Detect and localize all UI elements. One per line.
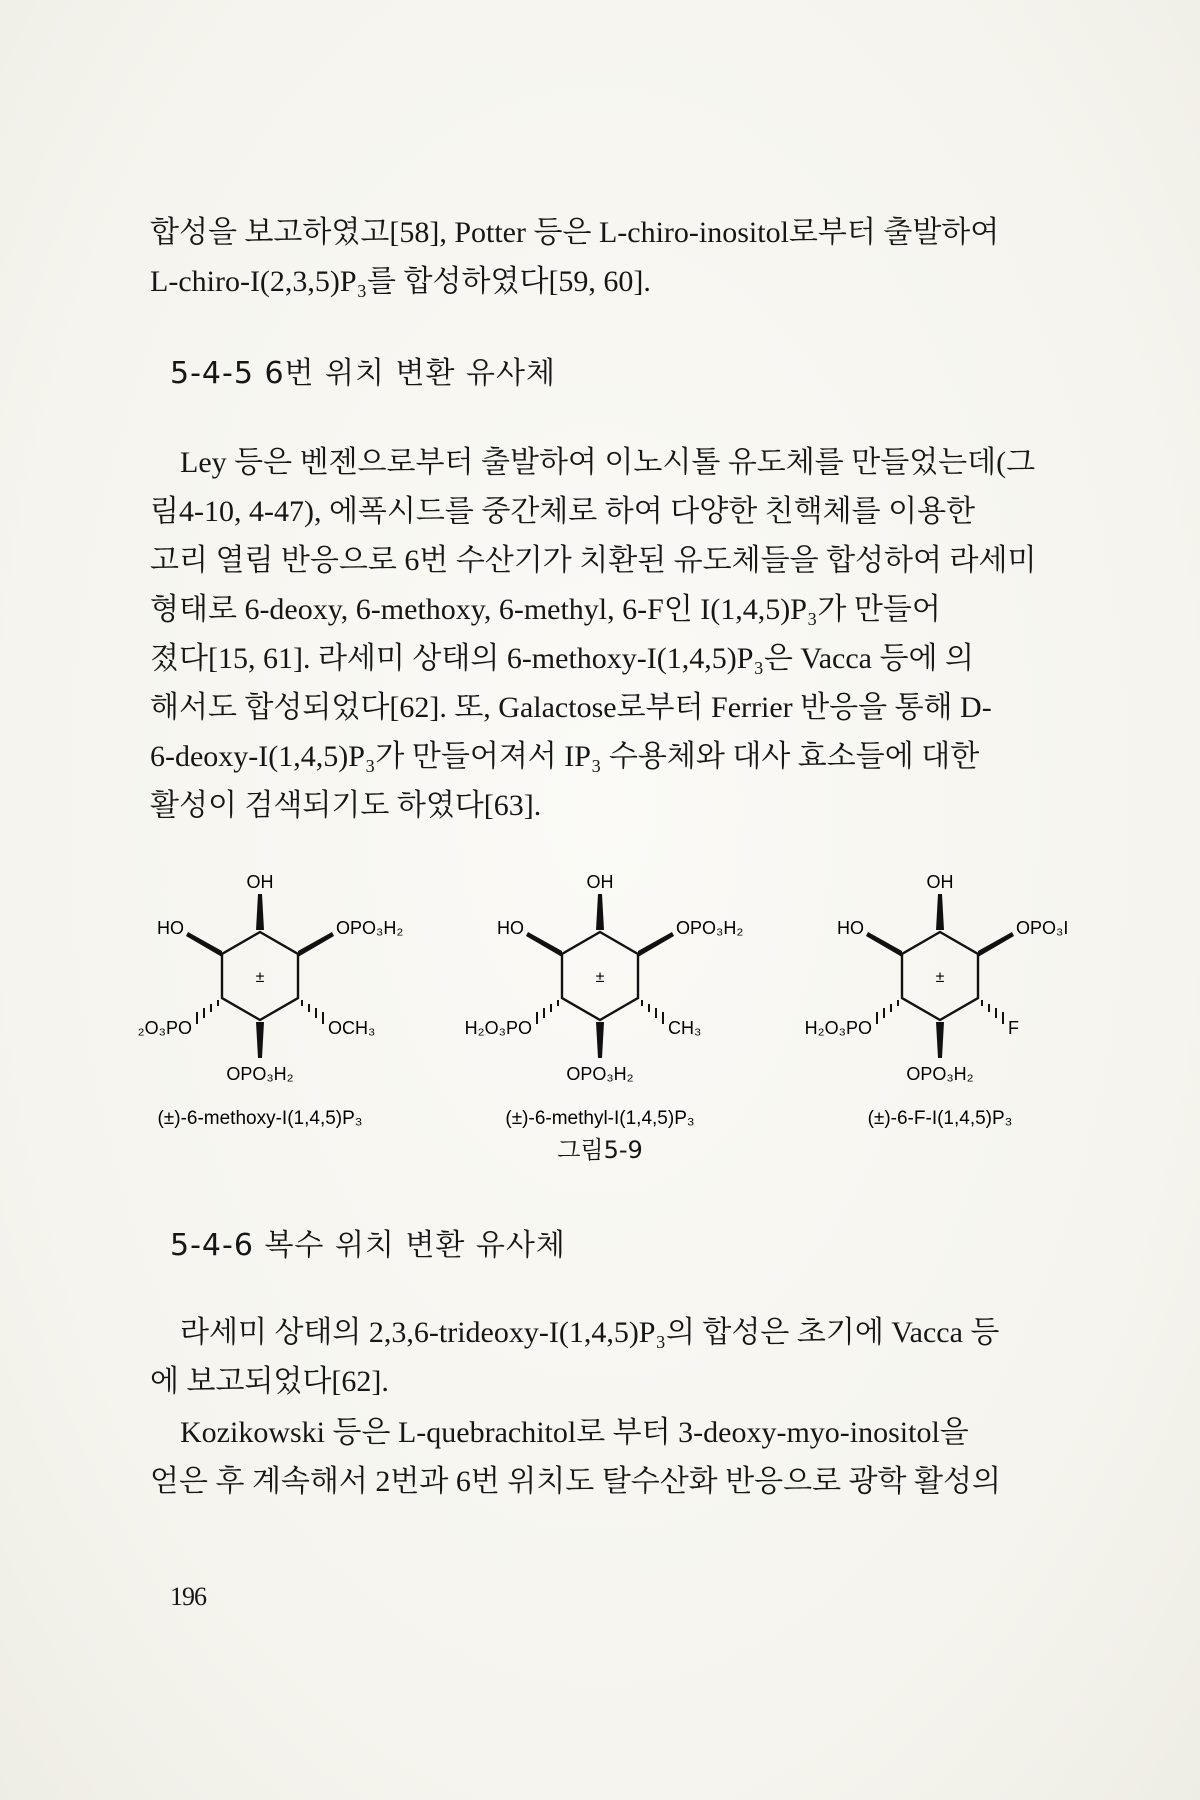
compound-name: (±)-6-F-I(1,4,5)P₃ [867,1108,1013,1129]
substituent-upper-left: HO [157,918,184,938]
figure-5-9 [130,870,1070,1170]
text-line: 고리 열림 반응으로 6번 수산기가 치환된 유도체들을 합성하여 라세미 [150,544,1037,577]
text-line: 활성이 검색되기도 하였다[63]. [150,789,542,822]
structure-6-methyl [465,872,744,1129]
text-line: 얻은 후 계속해서 2번과 6번 위치도 탈수산화 반응으로 광학 활성의 [150,1465,1001,1498]
figure-caption: 그림5-9 [557,1136,643,1164]
section-5-4-6-paragraph-2 [150,1408,1050,1506]
substituent-lower-left: ₂O₃PO [137,1018,192,1038]
compound-name: (±)-6-methyl-I(1,4,5)P₃ [505,1108,695,1129]
ring-racemic-label: ± [595,969,605,986]
text-line: 에 보고되었다[62]. [150,1365,389,1398]
substituent-lower-right: CH₃ [668,1018,702,1038]
substituent-lower-right: OCH₃ [328,1018,376,1038]
page-number: 196 [170,1582,206,1611]
section-heading-5-4-5: 5-4-5 6번 위치 변환 유사체 [170,356,556,391]
substituent-lower-right: F [1008,1018,1019,1038]
text-line: 형태로 6-deoxy, 6-methoxy, 6-methyl, 6-F인 I(1,4,5)P₃가 만들어 [150,593,941,626]
substituent-bottom: OPO₃H₂ [906,1064,974,1084]
substituent-bottom: OPO₃H₂ [226,1064,294,1084]
substituent-top: OH [586,872,614,892]
substituent-upper-left: HO [497,918,524,938]
substituent-lower-left: H₂O₃PO [464,1018,532,1038]
intro-paragraph [150,208,1050,306]
ring-racemic-label: ± [935,969,945,986]
substituent-upper-right: OPO₃H₂ [336,918,404,938]
structure-6-fluoro [805,872,1069,1129]
text-line: 림4-10, 4-47), 에폭시드를 중간체로 하여 다양한 친핵체를 이용한 [150,495,976,528]
text-line: 라세미 상태의 2,3,6-trideoxy-I(1,4,5)P₃의 합성은 초기에 Vacca 등 [180,1316,1000,1349]
substituent-upper-left: HO [837,918,864,938]
text-line: 6-deoxy-I(1,4,5)P₃가 만들어져서 IP₃ 수용체와 대사 효소들에 대한 [150,740,980,773]
text-line: 합성을 보고하였고[58], Potter 등은 L-chiro-inositol로부터 출발하여 [150,216,1000,249]
substituent-lower-left: H₂O₃PO [804,1018,872,1038]
substituent-top: OH [246,872,274,892]
substituent-upper-right: OPO₃I [1016,918,1069,938]
text-line: 해서도 합성되었다[62]. 또, Galactose로부터 Ferrier 반응을 통해 D- [150,691,992,724]
text-line: Ley 등은 벤젠으로부터 출발하여 이노시톨 유도체를 만들었는데(그 [180,446,1036,479]
substituent-bottom: OPO₃H₂ [566,1064,634,1084]
text-line: L-chiro-I(2,3,5)P₃를 합성하였다[59, 60]. [150,265,651,298]
section-5-4-6-paragraph-1 [150,1308,1050,1406]
section-heading-5-4-6: 5-4-6 복수 위치 변환 유사체 [170,1228,566,1263]
text-line: 졌다[15, 61]. 라세미 상태의 6-methoxy-I(1,4,5)P₃은 Vacca 등에 의 [150,642,974,675]
substituent-upper-right: OPO₃H₂ [676,918,744,938]
compound-name: (±)-6-methoxy-I(1,4,5)P₃ [157,1108,363,1129]
structure-6-methoxy [138,872,404,1129]
ring-racemic-label: ± [255,969,265,986]
text-line: Kozikowski 등은 L-quebrachitol로 부터 3-deoxy-myo-inositol을 [180,1416,969,1449]
section-5-4-5-paragraph [150,438,1050,830]
substituent-top: OH [926,872,954,892]
